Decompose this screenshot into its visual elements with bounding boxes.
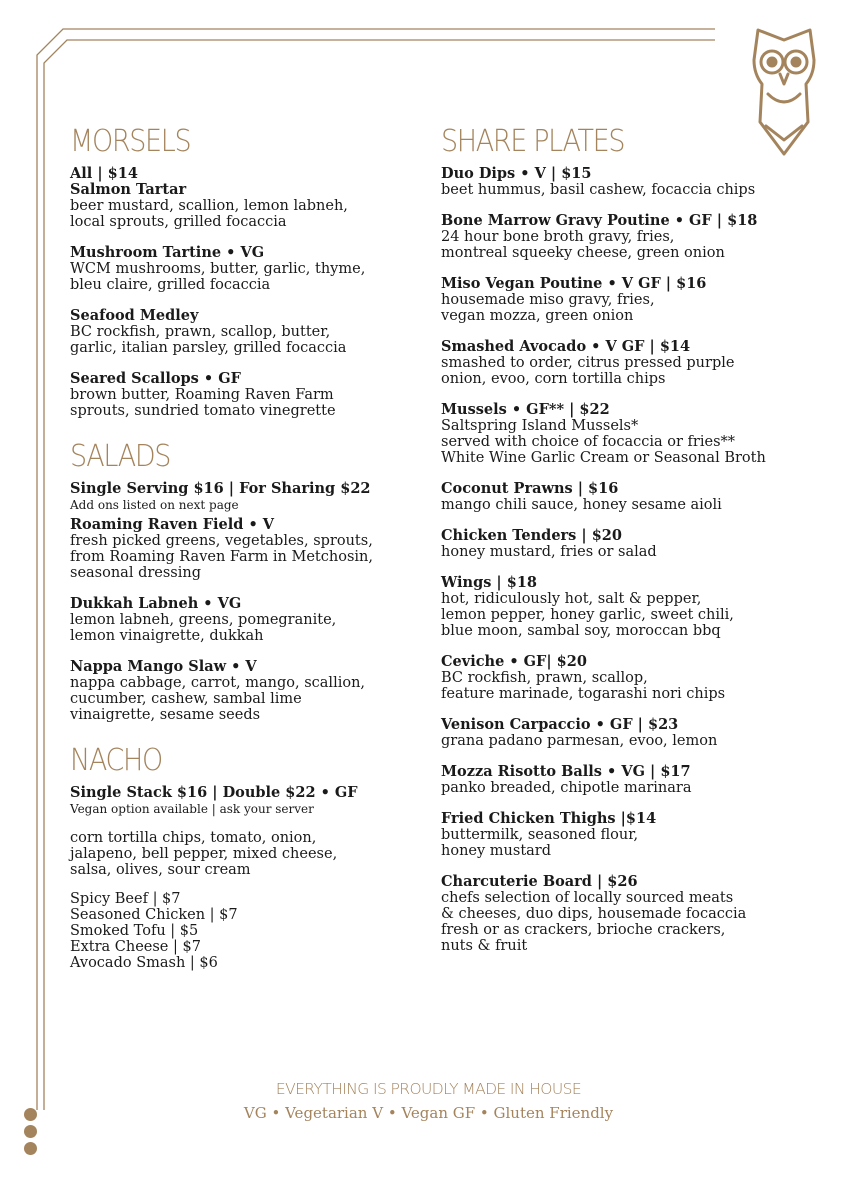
menu-item-desc: fresh picked greens, vegetables, sprouts, from Roaming Raven Farm in Metchosin, seasonal dressing [70,533,373,581]
menu-item-desc: panko breaded, chipotle marinara [441,780,692,796]
menu-item [441,811,836,859]
menu-item-name: Fried Chicken Thighs |$14 [441,810,657,827]
menu-item [441,717,836,749]
menu-item-desc: mango chili sauce, honey sesame aioli [441,497,722,513]
decorative-dots [24,1108,38,1159]
dot-icon [24,1125,37,1138]
menu-item [441,874,836,954]
nacho-note: Vegan option available | ask your server [70,802,314,816]
menu-item-name: Charcuterie Board | $26 [441,873,638,890]
menu-item-desc: honey mustard, fries or salad [441,544,657,560]
menu-item-name: Coconut Prawns | $16 [441,480,619,497]
salads-section [70,439,415,723]
menu-item-desc: brown butter, Roaming Raven Farm sprouts, sundried tomato vinegrette [70,387,336,419]
menu-item-name: Chicken Tenders | $20 [441,527,622,544]
menu-item-name: Bone Marrow Gravy Poutine • GF | $18 [441,212,758,229]
salads-title: SALADS [70,439,171,474]
menu-item-name: Seared Scallops • GF [70,370,241,387]
menu-item [70,596,415,644]
nacho-desc: corn tortilla chips, tomato, onion, jalapeno, bell pepper, mixed cheese, salsa, olives, sour cream [70,830,338,878]
dot-icon [24,1142,37,1155]
menu-item-desc: Saltspring Island Mussels* served with choice of focaccia or fries** White Wine Garlic Cream or Seasonal Broth [441,418,766,466]
menu-item-desc: hot, ridiculously hot, salt & pepper, lemon pepper, honey garlic, sweet chili, blue moon, sambal soy, moroccan bbq [441,591,734,639]
menu-item-name: Ceviche • GF| $20 [441,653,587,670]
salads-note: Add ons listed on next page [70,498,239,512]
menu-item-name: Miso Vegan Poutine • V GF | $16 [441,275,707,292]
menu-item-desc: lemon labneh, greens, pomegranite, lemon vinaigrette, dukkah [70,612,337,644]
menu-item [70,659,415,723]
menu-item-name: Mussels • GF** | $22 [441,401,610,418]
menu-item-name: Nappa Mango Slaw • V [70,658,257,675]
menu-item-desc: grana padano parmesan, evoo, lemon [441,733,718,749]
menu-item-desc: BC rockfish, prawn, scallop, butter, garlic, italian parsley, grilled focaccia [70,324,347,356]
menu-item-desc: nappa cabbage, carrot, mango, scallion, cucumber, cashew, sambal lime vinaigrette, sesame seeds [70,675,366,723]
menu-item-name: Mushroom Tartine • VG [70,244,265,261]
menu-item [441,276,836,324]
morsels-title: MORSELS [70,124,191,159]
menu-item [70,371,415,419]
salads-price: Single Serving $16 | For Sharing $22 [70,480,371,497]
menu-item-desc: beer mustard, scallion, lemon labneh, local sprouts, grilled focaccia [70,198,348,230]
menu-item [441,402,836,466]
diet-legend: VG • Vegetarian V • Vegan GF • Gluten Friendly [243,1104,614,1122]
menu-item-desc: smashed to order, citrus pressed purple onion, evoo, corn tortilla chips [441,355,735,387]
menu-item-desc: housemade miso gravy, fries, vegan mozza, green onion [441,292,655,324]
menu-item-name: Smashed Avocado • V GF | $14 [441,338,691,355]
menu-item [441,213,836,261]
nacho-title: NACHO [70,743,162,778]
menu-item [441,528,836,560]
share-plates-section [441,124,836,954]
menu-item-name: Duo Dips • V | $15 [441,165,592,182]
menu-item-name: Dukkah Labneh • VG [70,595,242,612]
menu-item-desc: WCM mushrooms, butter, garlic, thyme, bleu claire, grilled focaccia [70,261,366,293]
menu-item-desc: beet hummus, basil cashew, focaccia chips [441,182,756,198]
menu-item-desc: chefs selection of locally sourced meats & cheeses, duo dips, housemade focaccia fresh or as crackers, brioche crackers, nuts & fruit [441,890,747,954]
menu-item [441,481,836,513]
menu-item-name: Wings | $18 [441,574,538,591]
menu-item [441,339,836,387]
left-column [70,124,415,971]
right-column [441,124,836,969]
menu-item [70,308,415,356]
menu-item-desc: buttermilk, seasoned flour, honey mustard [441,827,639,859]
menu-item [441,575,836,639]
menu-item [441,654,836,702]
menu-item-name: Seafood Medley [70,307,199,324]
menu-item [441,764,836,796]
menu-item-name: Venison Carpaccio • GF | $23 [441,716,679,733]
menu-item-name: Salmon Tartar [70,181,187,198]
dot-icon [24,1108,37,1121]
footer-tagline: EVERYTHING IS PROUDLY MADE IN HOUSE [275,1080,582,1098]
menu-item-desc: BC rockfish, prawn, scallop, feature marinade, togarashi nori chips [441,670,726,702]
share-plates-title: SHARE PLATES [441,124,625,159]
nacho-section [70,743,415,971]
menu-item-name: Mozza Risotto Balls • VG | $17 [441,763,691,780]
menu-item-desc: 24 hour bone broth gravy, fries, montreal squeeky cheese, green onion [441,229,725,261]
menu-item [441,166,836,198]
menu-item [70,182,415,230]
nacho-addons: Spicy Beef | $7 Seasoned Chicken | $7 Smoked Tofu | $5 Extra Cheese | $7 Avocado Smash | $6 [70,891,238,971]
menu-item [70,517,415,581]
morsels-price: All | $14 [70,165,138,182]
menu-item [70,245,415,293]
menu-item-name: Roaming Raven Field • V [70,516,275,533]
morsels-section [70,124,415,419]
nacho-price: Single Stack $16 | Double $22 • GF [70,784,358,801]
